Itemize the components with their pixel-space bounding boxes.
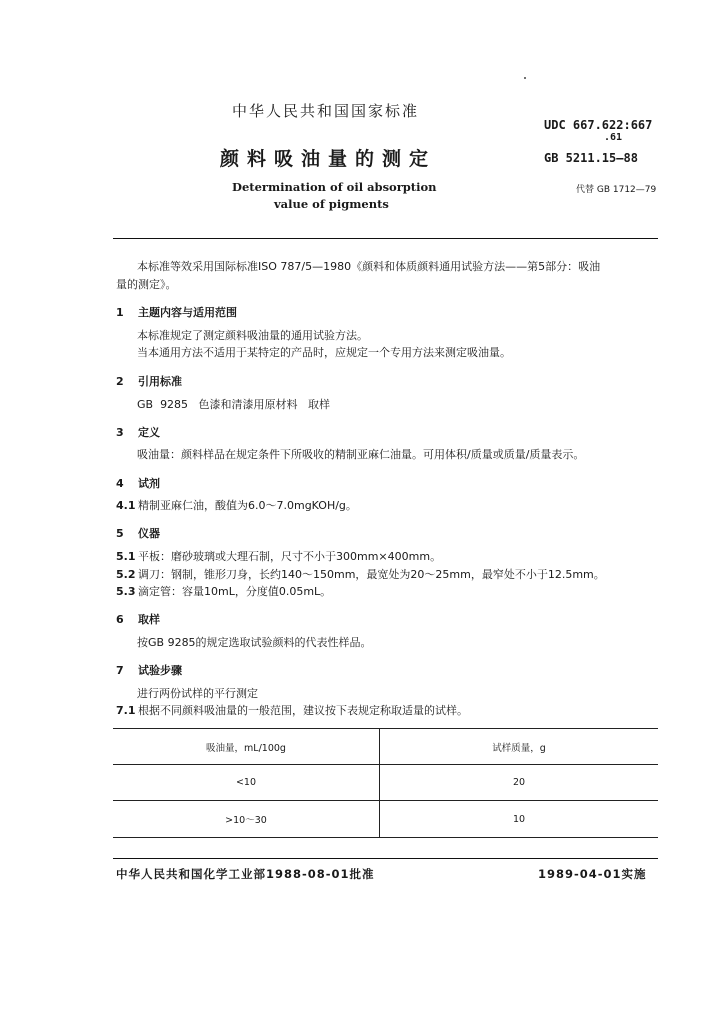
issuing-authority: 中华人民共和国国家标准: [232, 102, 420, 120]
english-title-line2: value of pigments: [274, 197, 389, 211]
standard-number: GB 5211.15—88: [544, 151, 638, 165]
clause-5-2: [116, 566, 605, 583]
clause-text: 精制亚麻仁油，酸值为6.0～7.0mgKOH/g。: [138, 499, 357, 512]
section-number: 4: [116, 477, 124, 490]
section-7-heading: [116, 662, 182, 678]
table-header-sample-mass: 试样质量，g: [380, 729, 659, 765]
table-header-row: [113, 729, 658, 765]
intro-line-2: 量的测定》。: [116, 278, 177, 291]
procedure-intro: 进行两份试样的平行测定: [137, 687, 258, 700]
udc-code-continued: .61: [604, 132, 623, 143]
section-title: 取样: [138, 613, 160, 626]
table-row: [113, 801, 658, 838]
document-title: 颜料吸油量的测定: [220, 148, 437, 170]
table-header-oil-absorption: 吸油量，mL/100g: [113, 729, 380, 765]
table-row: [113, 765, 658, 801]
effective-date: 1989-04-01实施: [538, 867, 647, 881]
section-number: 6: [116, 613, 124, 626]
table-cell-mass: 20: [380, 765, 659, 801]
section-number: 7: [116, 664, 124, 677]
section-number: 2: [116, 375, 124, 388]
table-cell-mass: 10: [380, 801, 659, 838]
clause-text: 滴定管：容量10mL，分度值0.05mL。: [138, 585, 332, 598]
section-title: 仪器: [138, 527, 160, 540]
replaces-standard: 代替 GB 1712—79: [576, 185, 657, 195]
section-1-heading: [116, 304, 237, 320]
intro-line-1: 本标准等效采用国际标准ISO 787/5—1980《颜料和体质颜料通用试验方法——第5部分：吸油: [137, 260, 601, 273]
clause-text: 根据不同颜料吸油量的一般范围，建议按下表规定称取适量的试样。: [138, 704, 468, 717]
scan-speck: [524, 77, 526, 79]
clause-text: 平板：磨砂玻璃或大理石制，尺寸不小于300mm×400mm。: [138, 550, 442, 563]
approval-statement: 中华人民共和国化学工业部1988-08-01批准: [116, 867, 375, 881]
clause-text: 调刀：钢制，锥形刀身，长约140～150mm，最宽处为20～25mm，最窄处不小于12.5mm。: [138, 568, 605, 581]
clause-number: 4.1: [116, 499, 136, 512]
clause-number: 5.2: [116, 568, 136, 581]
referenced-standard: GB 9285 色漆和清漆用原材料 取样: [137, 398, 331, 411]
table-cell-range: <10: [113, 765, 380, 801]
udc-code: UDC 667.622:667: [544, 118, 653, 132]
section-title: 主题内容与适用范围: [138, 306, 237, 319]
section-title: 定义: [138, 426, 160, 439]
section-2-heading: [116, 373, 182, 389]
clause-4-1: [116, 497, 357, 514]
section-title: 试验步骤: [138, 664, 182, 677]
clause-7-1: [116, 702, 468, 719]
section-number: 3: [116, 426, 124, 439]
section-1-paragraph-1: 本标准规定了测定颜料吸油量的通用试验方法。: [137, 329, 368, 342]
section-number: 1: [116, 306, 124, 319]
table-cell-range: >10～30: [113, 801, 380, 838]
section-6-heading: [116, 611, 160, 627]
section-number: 5: [116, 527, 124, 540]
definition-text: 吸油量：颜料样品在规定条件下所吸收的精制亚麻仁油量。可用体积/质量或质量/质量表示。: [137, 448, 585, 461]
english-title-line1: Determination of oil absorption: [232, 180, 437, 194]
section-3-heading: [116, 424, 160, 440]
section-title: 引用标准: [138, 375, 182, 388]
sampling-text: 按GB 9285的规定选取试验颜料的代表性样品。: [137, 636, 372, 649]
clause-number: 7.1: [116, 704, 136, 717]
section-title: 试剂: [138, 477, 160, 490]
header-divider: [113, 238, 658, 239]
footer-divider: [113, 858, 658, 859]
section-1-paragraph-2: 当本通用方法不适用于某特定的产品时，应规定一个专用方法来测定吸油量。: [137, 346, 511, 359]
clause-number: 5.3: [116, 585, 136, 598]
clause-number: 5.1: [116, 550, 136, 563]
section-4-heading: [116, 475, 160, 491]
section-5-heading: [116, 525, 160, 541]
clause-5-3: [116, 583, 331, 600]
clause-5-1: [116, 548, 441, 565]
sample-mass-table: [113, 728, 658, 838]
